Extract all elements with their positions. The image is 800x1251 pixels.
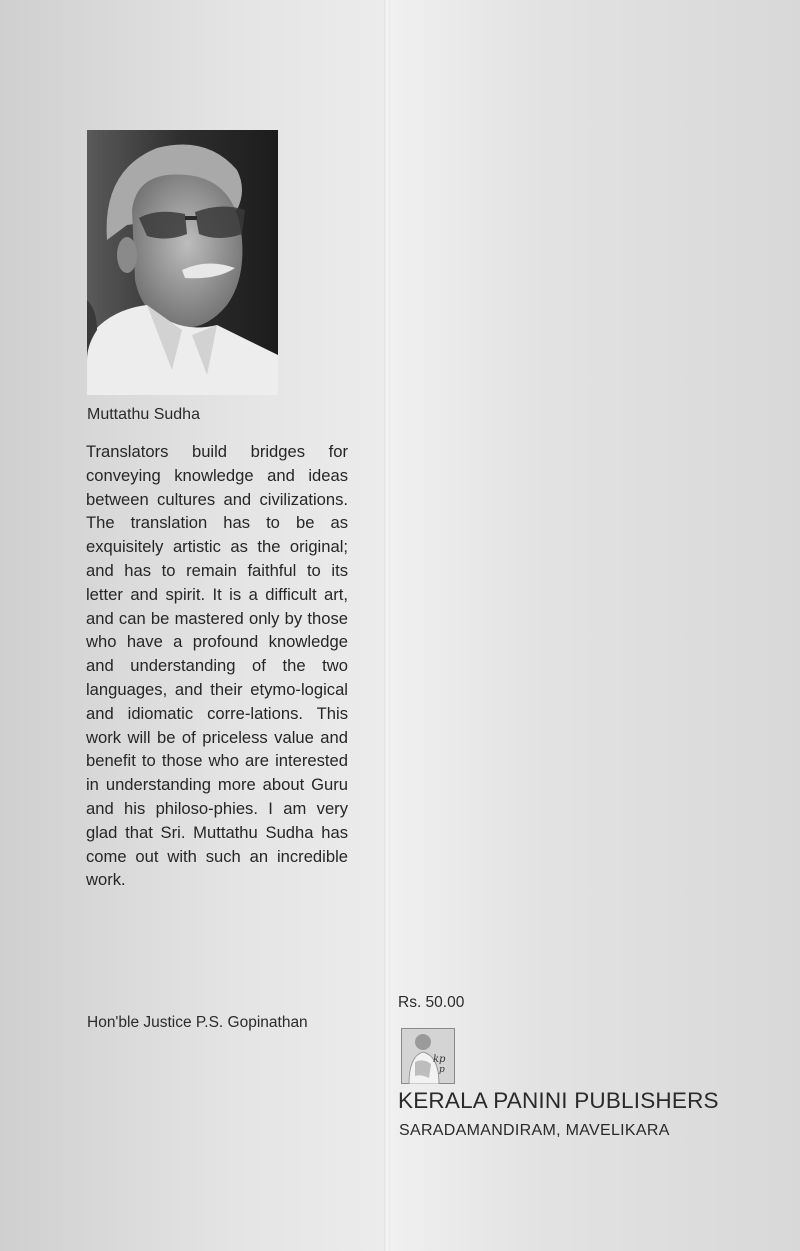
quote-author: Hon'ble Justice P.S. Gopinathan: [87, 1014, 308, 1031]
publisher-logo-icon: [401, 1028, 455, 1084]
spine-fold: [384, 0, 390, 1251]
publisher-name: KERALA PANINI PUBLISHERS: [398, 1088, 719, 1113]
publisher-address: SARADAMANDIRAM, MAVELIKARA: [399, 1122, 670, 1139]
publisher-logo: [401, 1028, 455, 1084]
author-portrait-icon: [87, 130, 278, 395]
price: Rs. 50.00: [398, 994, 465, 1011]
author-photo: [87, 130, 278, 395]
svg-text:kp: kp: [433, 1054, 446, 1065]
svg-text:p: p: [439, 1065, 445, 1075]
photo-caption: Muttathu Sudha: [87, 406, 200, 423]
quote-text: Translators build bridges for conveying knowledge and ideas between cultures and civilizations. The translation has to be as exquisitely artistic as the original; and has to remain faithful to its letter and spirit. It is a difficult art, and can be mastered only by those who have a profound knowledge and understanding of the two languages, and their etymo-logical and idiomatic corre-lations. This work will be of priceless value and benefit to those who are interested in understanding more about Guru and his philoso-phies. I am very glad that Sri. Muttathu Sudha has come out with such an incredible work.: [86, 442, 348, 890]
